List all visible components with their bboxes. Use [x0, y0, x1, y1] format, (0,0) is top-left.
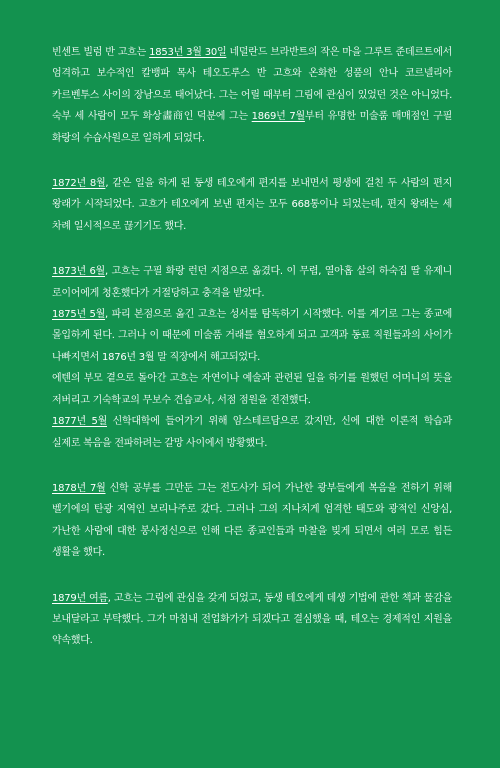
- date-highlight: 1853년 3월 30일: [149, 47, 227, 58]
- paragraph-letters: [52, 173, 452, 237]
- text-run: , 파리 본점으로 옮긴 고흐는 성서를 탐독하기 시작했다. 이를 계기로 그는 종교에 몰입하게 된다. 그러나 이 때문에 미술품 거래를 혐오하게 되고 고객과 동료 직원들과의 사이가 나빠지면서 1876년 3월 말 직장에서 해고되었다.: [52, 309, 453, 363]
- date-highlight: 1875년 5월: [52, 309, 106, 321]
- section-gap: [52, 237, 452, 261]
- text-run: , 고흐는 구필 화랑 런던 지점으로 옮겼다. 이 무렵, 열아홉 살의 하숙집 딸 유제니 로이어에게 청혼했다가 거절당하고 충격을 받았다.: [52, 266, 452, 299]
- text-run: , 고흐는 그림에 관심을 갖게 되었고, 동생 테오에게 데생 기법에 관한 책과 물감을 보내달라고 부탁했다. 그가 마침내 전업화가가 되겠다고 결심했을 때, 테오는 경제적인 지원을 약속했다.: [52, 592, 453, 647]
- paragraph-london: [52, 261, 452, 304]
- biography-text: [52, 42, 452, 652]
- paragraph-painter: [52, 588, 452, 652]
- paragraph-paris: [52, 304, 452, 368]
- text-run: 신학 공부를 그만둔 그는 전도사가 되어 가난한 광부들에게 복음을 전하기 위해 벨기에의 탄광 지역인 보리나주로 갔다. 그러나 그의 지나치게 엄격한 태도와 광적인 신앙심, 가난한 사람에 대한 봉사정신으로 인해 다른 종교인들과 마찰을 빚게 되면서 여러 모로 힘든 생활을 했다.: [52, 482, 452, 559]
- text-run: 네덜란드 브라반트의 작은 마을 그루트 준데르트에서 엄격하고 보수적인 칼뱅파 목사 테오도루스 반 고흐와 온화한 성품의 안나 코르넬리아 카르벤투스 사이의 장남으로 태어났다. 그는 어릴 때부터 그림에 관심이 있었던 것은 아니었다. 숙부 세 사람이 모두 화상畵商인 덕분에 그는: [52, 47, 453, 123]
- date-highlight: 1878년 7월: [52, 482, 106, 494]
- date-highlight: 1877년 5월: [52, 416, 107, 428]
- paragraph-borinage: [52, 478, 452, 564]
- date-highlight: 1869년 7월: [251, 111, 305, 123]
- section-gap: [52, 454, 452, 478]
- paragraph-etten: [52, 368, 452, 411]
- date-highlight: 1872년 8월: [52, 178, 106, 190]
- date-highlight: 1873년 6월: [52, 266, 105, 278]
- text-run: 부터 유명한 미술품 매매점인 구필 화랑의 수습사원으로 일하게 되었다.: [52, 111, 453, 144]
- text-run: 빈센트 빌럼 반 고흐는: [52, 47, 150, 58]
- section-gap: [52, 149, 452, 173]
- date-highlight: 1879년 여름: [52, 592, 108, 604]
- paragraph-amsterdam: [52, 411, 452, 454]
- text-run: 에텐의 부모 곁으로 돌아간 고흐는 자연이나 예술과 관련된 일을 하기를 원했던 어머니의 뜻을 저버리고 기숙학교의 무보수 견습교사, 서점 점원을 전전했다.: [52, 373, 452, 406]
- section-gap: [52, 564, 452, 588]
- paragraph-birth: [52, 42, 452, 149]
- text-run: 신학대학에 들어가기 위해 암스테르담으로 갔지만, 신에 대한 이론적 학습과 실제로 복음을 전파하려는 갈망 사이에서 방황했다.: [52, 416, 452, 449]
- text-run: , 같은 일을 하게 된 동생 테오에게 편지를 보내면서 평생에 걸친 두 사람의 편지 왕래가 시작되었다. 고흐가 테오에게 보낸 편지는 모두 668통이나 되었는데, 편지 왕래는 세 차례 일시적으로 끊기기도 했다.: [52, 178, 453, 232]
